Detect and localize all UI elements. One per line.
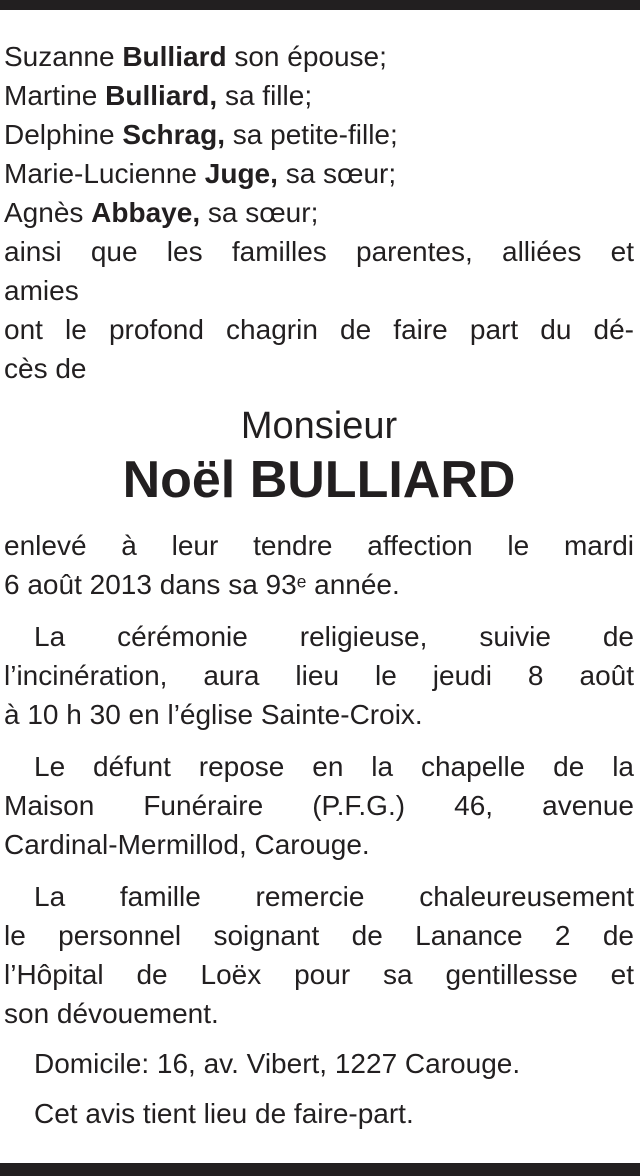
notice-text: sa petite-fille;	[225, 119, 398, 150]
notice-text: cès de	[4, 353, 87, 384]
notice-line	[4, 310, 634, 349]
notice-line	[4, 617, 634, 656]
notice-line	[4, 271, 634, 310]
notice-text: e	[296, 571, 307, 592]
notice-text: Marie-Lucienne	[4, 158, 205, 189]
notice-line	[4, 695, 634, 734]
notice-text: à 10 h 30 en l’église Sainte-Croix.	[4, 699, 423, 730]
family-lines	[4, 37, 634, 388]
notice-text: sa sœur;	[200, 197, 319, 228]
notice-text: 6 août 2013 dans sa 93	[4, 569, 297, 600]
notice-text: Martine	[4, 80, 106, 111]
notice-line	[4, 37, 634, 76]
deceased-name: Noël BULLIARD	[122, 451, 516, 509]
notice-text: Delphine	[4, 119, 123, 150]
paragraph	[4, 1044, 634, 1083]
notice-text: Domicile: 16, av. Vibert, 1227 Carouge.	[34, 1048, 521, 1079]
civility-title: Monsieur	[240, 405, 398, 447]
paragraph	[4, 877, 634, 1033]
notice-line	[4, 916, 634, 955]
notice-text: Agnès	[4, 197, 92, 228]
notice-text: La cérémonie religieuse, suivie de	[34, 621, 634, 652]
notice-text: Le défunt repose en la chapelle de la	[34, 751, 634, 782]
notice-line	[4, 656, 634, 695]
notice-text: sa sœur;	[277, 158, 397, 189]
paragraph	[4, 526, 634, 604]
notice-text: Cardinal-Mermillod, Carouge.	[4, 829, 370, 860]
notice-text: amies	[4, 275, 79, 306]
paragraph	[4, 747, 634, 864]
top-border-rule	[0, 0, 640, 10]
notice-line	[4, 232, 634, 271]
notice-text: Suzanne	[4, 41, 123, 72]
notice-line	[4, 747, 634, 786]
notice-text: le personnel soignant de Lanance 2 de	[4, 920, 634, 951]
notice-text: son dévouement.	[4, 998, 219, 1029]
notice-content	[4, 37, 634, 1133]
family-name-bold: Schrag,	[122, 119, 226, 150]
notice-line	[4, 154, 634, 193]
notice-line	[4, 565, 634, 604]
family-name-bold: Abbaye,	[91, 197, 201, 228]
notice-text: l’Hôpital de Loëx pour sa gentillesse et	[4, 959, 634, 990]
family-name-bold: Juge,	[204, 158, 278, 189]
notice-line	[4, 349, 634, 388]
notice-text: ainsi que les familles parentes, alliées et	[4, 236, 634, 267]
notice-line	[4, 877, 634, 916]
body-paragraphs	[4, 526, 634, 1133]
notice-text: l’incinération, aura lieu le jeudi 8 août	[4, 660, 634, 691]
notice-text: Cet avis tient lieu de faire-part.	[34, 1098, 414, 1129]
paragraph	[4, 617, 634, 734]
notice-line	[4, 825, 634, 864]
notice-line	[4, 955, 634, 994]
notice-text: sa fille;	[217, 80, 313, 111]
notice-line	[4, 115, 634, 154]
notice-text: ont le profond chagrin de faire part du dé-	[4, 314, 634, 345]
notice-text: son épouse;	[226, 41, 387, 72]
family-name-bold: Bulliard,	[105, 80, 218, 111]
notice-line	[4, 994, 634, 1033]
notice-line	[4, 526, 634, 565]
notice-text: La famille remercie chaleureusement	[34, 881, 634, 912]
notice-line	[4, 76, 634, 115]
paragraph	[4, 1094, 634, 1133]
notice-line	[4, 193, 634, 232]
notice-line	[4, 1094, 634, 1133]
family-name-bold: Bulliard	[122, 41, 227, 72]
notice-text: enlevé à leur tendre affection le mardi	[4, 530, 634, 561]
bottom-border-rule	[0, 1163, 640, 1176]
notice-line	[4, 1044, 634, 1083]
notice-text: Maison Funéraire (P.F.G.) 46, avenue	[4, 790, 634, 821]
notice-text: année.	[306, 569, 400, 600]
notice-line	[4, 786, 634, 825]
